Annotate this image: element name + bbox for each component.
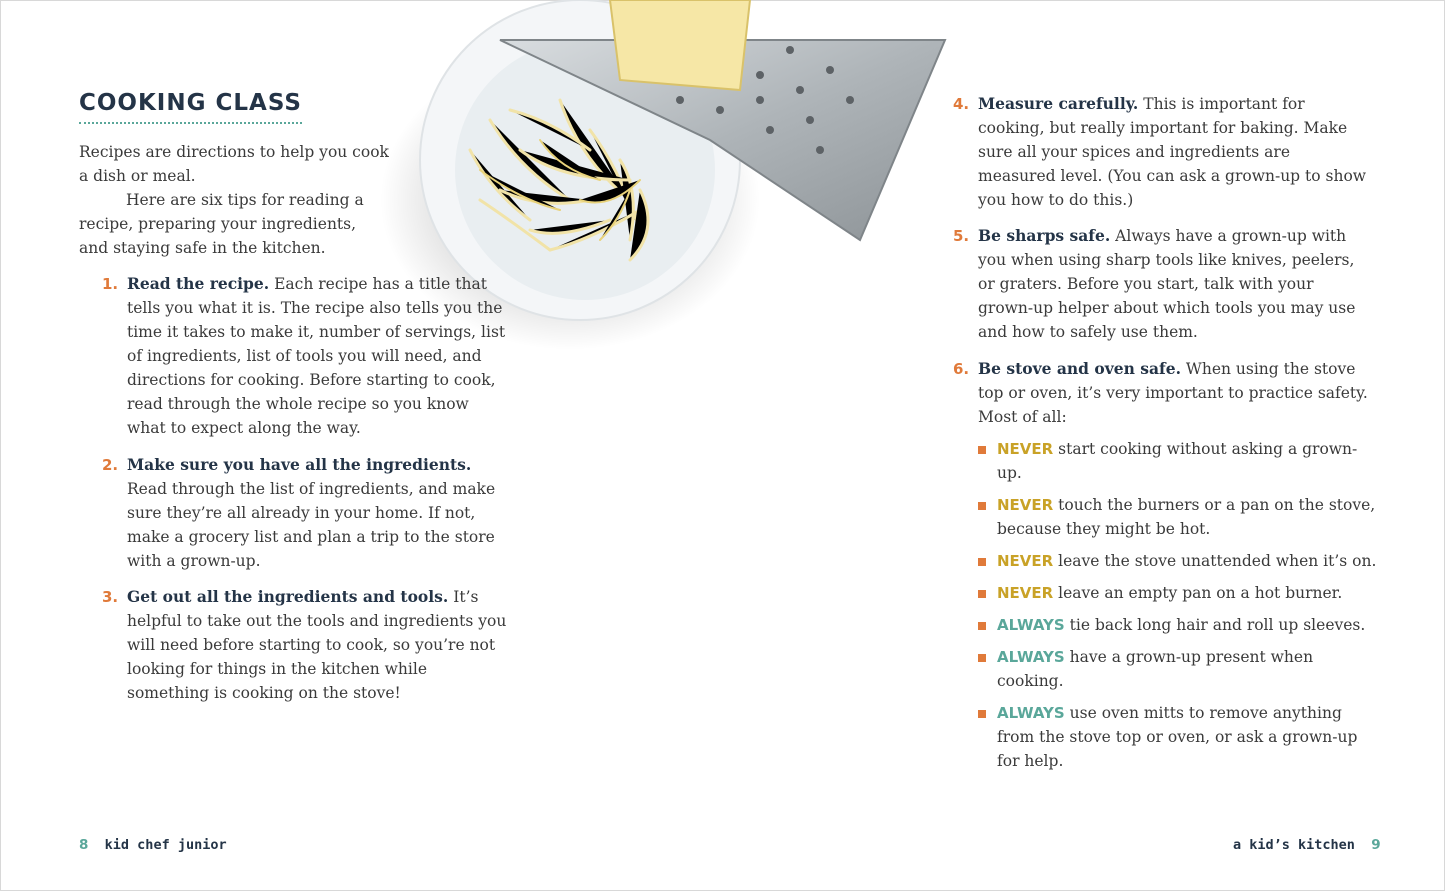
page-title: COOKING CLASS bbox=[79, 90, 302, 124]
keyword: ALWAYS bbox=[997, 616, 1065, 634]
list-item bbox=[978, 613, 1378, 637]
safety-list bbox=[978, 437, 1378, 781]
tip-title: Get out all the ingredients and tools. bbox=[127, 587, 449, 606]
keyword: NEVER bbox=[997, 496, 1054, 514]
bullet-text: leave an empty pan on a hot burner. bbox=[1058, 584, 1343, 602]
keyword: NEVER bbox=[997, 440, 1054, 458]
tip-text: Always have a grown-up with you when using sharp tools like knives, peelers, or graters. Before you start, talk with your grown-up helper about which tools you may use and how to safely use them. bbox=[978, 227, 1356, 341]
bullet-square-icon bbox=[978, 446, 986, 454]
list-item bbox=[978, 645, 1378, 693]
intro-paragraph-2: Here are six tips for reading a recipe, preparing your ingredients, and staying safe in the kitchen. bbox=[79, 191, 364, 257]
tip-2 bbox=[102, 453, 507, 573]
list-item bbox=[978, 581, 1378, 605]
tip-text: This is important for cooking, but really important for baking. Make sure all your spices and ingredients are measured level. (You can ask a grown-up to show you how to do this.) bbox=[978, 95, 1367, 209]
keyword: ALWAYS bbox=[997, 704, 1065, 722]
tip-text: It’s helpful to take out the tools and ingredients you will need before starting to cook, so you’re not looking for things in the kitchen while something is cooking on the stove! bbox=[127, 588, 507, 702]
tip-title: Be sharps safe. bbox=[978, 226, 1111, 245]
bullet-square-icon bbox=[978, 710, 986, 718]
bullet-text: start cooking without asking a grown-up. bbox=[997, 440, 1358, 482]
tip-number: 3. bbox=[102, 588, 119, 606]
tip-1 bbox=[102, 272, 507, 440]
bullet-square-icon bbox=[978, 654, 986, 662]
running-title: kid chef junior bbox=[104, 837, 227, 853]
running-title: a kid’s kitchen bbox=[1233, 837, 1355, 853]
bullet-text: use oven mitts to remove anything from the stove top or oven, or ask a grown-up for help. bbox=[997, 704, 1358, 770]
bullet-text: have a grown-up present when cooking. bbox=[997, 648, 1314, 690]
tip-5 bbox=[953, 224, 1368, 344]
tip-4 bbox=[953, 92, 1368, 212]
tip-title: Make sure you have all the ingredients. bbox=[127, 455, 472, 474]
keyword: NEVER bbox=[997, 584, 1054, 602]
tip-number: 5. bbox=[953, 227, 970, 245]
footer-right bbox=[1233, 837, 1381, 853]
keyword: NEVER bbox=[997, 552, 1054, 570]
tip-number: 2. bbox=[102, 456, 119, 474]
tip-text: Each recipe has a title that tells you what it is. The recipe also tells you the time it takes to make it, number of servings, list of ingredients, list of tools you will need, and directions for cooking. Before starting to cook, read through the whole recipe so you know what to expect along the way. bbox=[127, 275, 506, 437]
keyword: ALWAYS bbox=[997, 648, 1065, 666]
tip-title: Read the recipe. bbox=[127, 274, 270, 293]
bullet-square-icon bbox=[978, 502, 986, 510]
bullet-text: leave the stove unattended when it’s on. bbox=[1058, 552, 1377, 570]
list-item bbox=[978, 493, 1378, 541]
bullet-square-icon bbox=[978, 558, 986, 566]
tip-title: Be stove and oven safe. bbox=[978, 359, 1181, 378]
bullet-text: touch the burners or a pan on the stove, because they might be hot. bbox=[997, 496, 1376, 538]
bullet-square-icon bbox=[978, 622, 986, 630]
tip-title: Measure carefully. bbox=[978, 94, 1139, 113]
tip-3 bbox=[102, 585, 507, 705]
page-number: 9 bbox=[1371, 837, 1381, 853]
list-item bbox=[978, 701, 1378, 773]
tip-text: Read through the list of ingredients, and make sure they’re all already in your home. If not, make a grocery list and plan a trip to the store with a grown-up. bbox=[127, 480, 496, 570]
footer-left bbox=[79, 837, 227, 853]
tip-number: 1. bbox=[102, 275, 119, 293]
tip-text: When using the stove top or oven, it’s very important to practice safety. Most of all: bbox=[978, 360, 1368, 426]
intro-paragraph-1: Recipes are directions to help you cook a dish or meal. bbox=[79, 143, 389, 185]
tip-number: 4. bbox=[953, 95, 970, 113]
tip-number: 6. bbox=[953, 360, 970, 378]
list-item bbox=[978, 549, 1378, 573]
intro bbox=[79, 140, 389, 260]
page-number: 8 bbox=[79, 837, 89, 853]
list-item bbox=[978, 437, 1378, 485]
bullet-text: tie back long hair and roll up sleeves. bbox=[1069, 616, 1366, 634]
bullet-square-icon bbox=[978, 590, 986, 598]
tip-6 bbox=[953, 357, 1368, 429]
